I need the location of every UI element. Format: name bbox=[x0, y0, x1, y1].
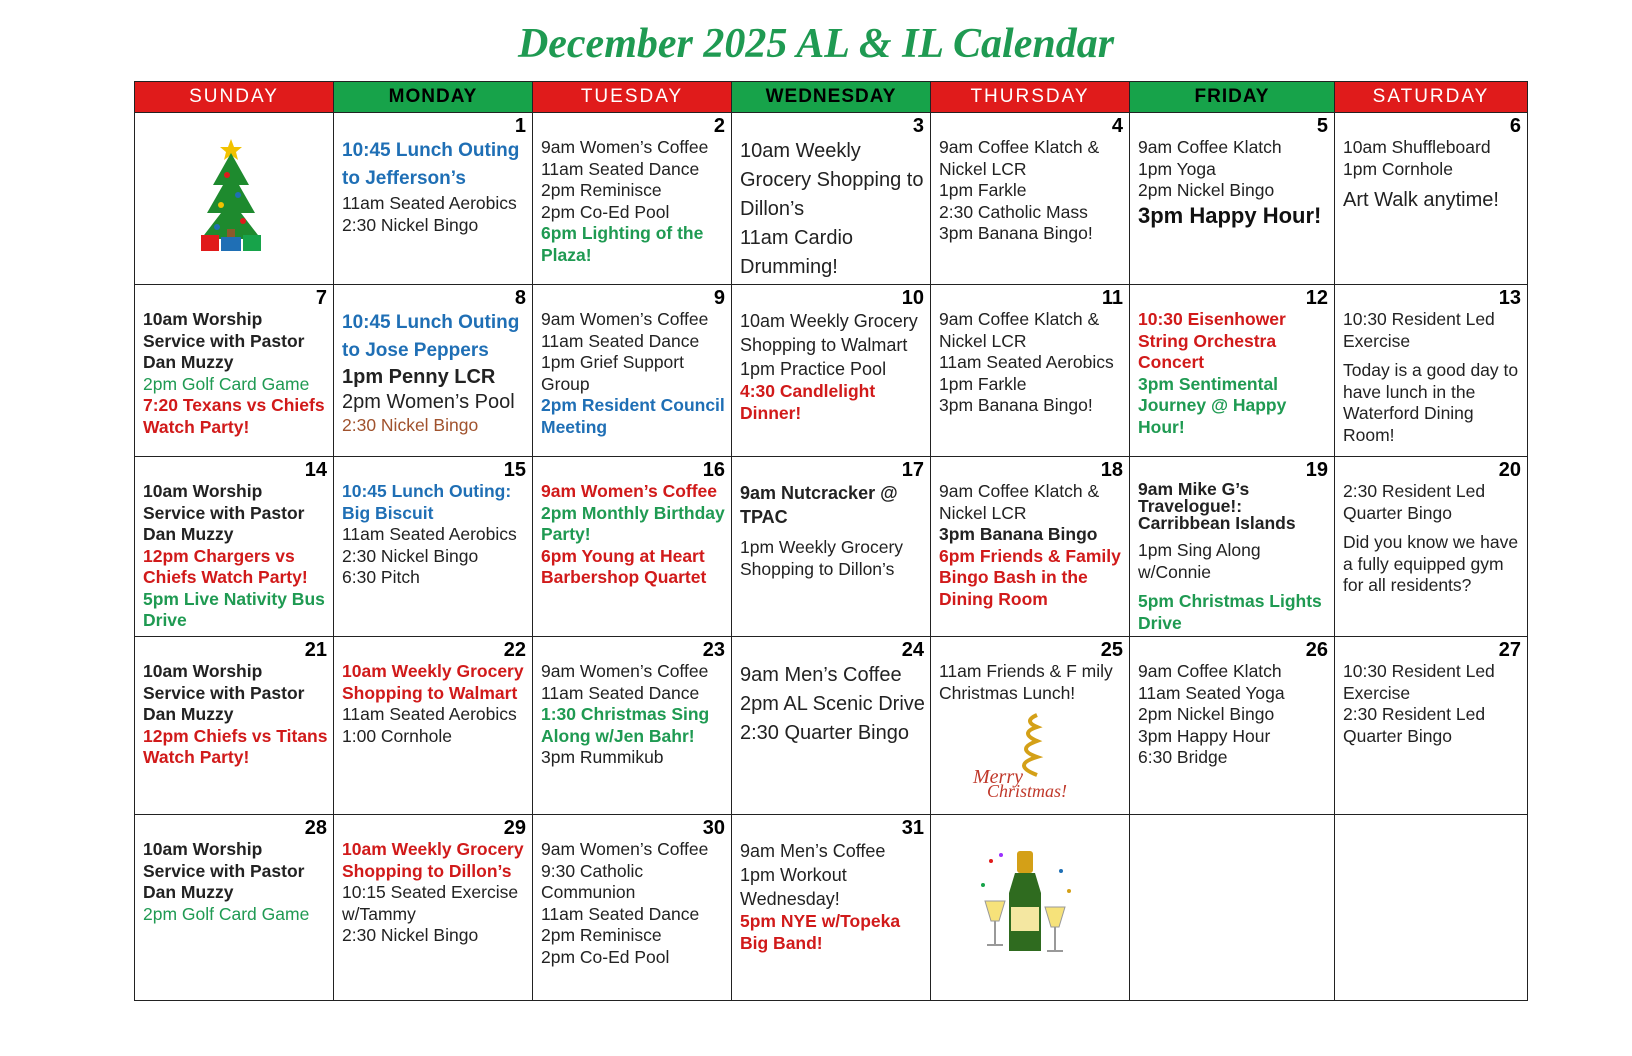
event-item: 2:30 Catholic Mass bbox=[939, 201, 1088, 222]
event-list bbox=[1130, 815, 1334, 841]
event-item: 1pm Penny LCR bbox=[342, 366, 496, 388]
event-item: 2pm Reminisce bbox=[541, 925, 662, 945]
event-item: 7:20 Texans vs Chiefs Watch Party! bbox=[143, 395, 325, 437]
event-list bbox=[931, 815, 1129, 841]
day-cell bbox=[732, 815, 931, 1001]
event-list bbox=[334, 457, 532, 591]
event-item: 5pm Live Nativity Bus Drive bbox=[143, 588, 325, 630]
event-list bbox=[533, 637, 731, 771]
svg-text:Christmas!: Christmas! bbox=[987, 781, 1067, 799]
day-cell bbox=[533, 285, 732, 457]
day-number: 14 bbox=[304, 459, 327, 481]
event-item: 9am Women’s Coffee bbox=[541, 309, 709, 329]
event-item: 11am Seated Dance bbox=[541, 158, 700, 179]
event-item: 2pm Golf Card Game bbox=[143, 373, 310, 394]
day-number: 1 bbox=[514, 115, 526, 137]
event-item: 1pm Weekly Grocery Shopping to Dillon’s bbox=[740, 537, 904, 579]
event-item: 2pm Co-Ed Pool bbox=[541, 946, 670, 967]
day-cell bbox=[334, 637, 533, 815]
event-item: 11am Seated Aerobics bbox=[342, 704, 517, 724]
event-item: 2:30 Resident Led Quarter Bingo bbox=[1343, 704, 1486, 746]
header-tuesday: TUESDAY bbox=[533, 82, 732, 113]
event-item: 9am Nutcracker @ TPAC bbox=[740, 483, 898, 527]
event-item: 9am Women’s Coffee bbox=[541, 661, 709, 681]
day-cell bbox=[1130, 285, 1335, 457]
event-item: 9am Coffee Klatch & Nickel LCR bbox=[939, 137, 1100, 179]
event-item: 1pm Practice Pool bbox=[740, 359, 887, 379]
event-item: 3pm Rummikub bbox=[541, 747, 664, 767]
event-item: 1pm Workout Wednesday! bbox=[740, 865, 847, 909]
day-cell bbox=[533, 637, 732, 815]
day-cell bbox=[931, 285, 1130, 457]
day-number: 29 bbox=[503, 817, 526, 839]
header-monday: MONDAY bbox=[334, 82, 533, 113]
event-item: 10am Worship Service with Pastor Dan Muzzy bbox=[143, 309, 305, 372]
event-item: 2pm Reminisce bbox=[541, 180, 662, 200]
event-item: 12pm Chiefs vs Titans Watch Party! bbox=[143, 725, 328, 767]
day-number: 25 bbox=[1100, 639, 1123, 661]
weekday-header-row bbox=[135, 82, 1528, 113]
event-list bbox=[1130, 113, 1334, 231]
event-item: 9am Coffee Klatch & Nickel LCR bbox=[939, 309, 1100, 351]
event-item: 2pm Co-Ed Pool bbox=[541, 201, 670, 222]
day-cell bbox=[931, 637, 1130, 815]
day-number: 10 bbox=[901, 287, 924, 309]
event-item: 3pm Banana Bingo bbox=[939, 524, 1098, 544]
week-row bbox=[135, 815, 1528, 1001]
week-row bbox=[135, 285, 1528, 457]
event-item: 1:30 Christmas Sing Along w/Jen Bahr! bbox=[541, 704, 710, 746]
event-list bbox=[334, 113, 532, 238]
event-list bbox=[1335, 113, 1527, 215]
day-number: 7 bbox=[315, 287, 327, 309]
event-list bbox=[931, 637, 1129, 706]
day-number: 24 bbox=[901, 639, 924, 661]
christmas-tree-icon bbox=[191, 135, 271, 260]
day-number: 2 bbox=[713, 115, 725, 137]
event-item: 12pm Chargers vs Chiefs Watch Party! bbox=[143, 545, 308, 587]
event-list bbox=[732, 457, 930, 582]
day-cell bbox=[732, 457, 931, 637]
event-item: 1pm Farkle bbox=[939, 373, 1027, 394]
day-cell bbox=[1335, 815, 1528, 1001]
day-cell bbox=[1130, 637, 1335, 815]
event-item: 5pm Christmas Lights Drive bbox=[1138, 591, 1322, 633]
event-item: 9am Coffee Klatch bbox=[1138, 661, 1282, 681]
day-number: 11 bbox=[1101, 287, 1123, 309]
day-cell bbox=[1130, 113, 1335, 285]
event-list bbox=[533, 285, 731, 440]
event-list bbox=[533, 113, 731, 268]
day-cell bbox=[1335, 637, 1528, 815]
day-cell bbox=[533, 113, 732, 285]
event-item: 9am Women’s Coffee bbox=[541, 839, 709, 859]
day-number: 23 bbox=[702, 639, 725, 661]
event-item: 5pm NYE w/Topeka Big Band! bbox=[740, 911, 901, 953]
header-friday: FRIDAY bbox=[1130, 82, 1335, 113]
event-item: 10am Worship Service with Pastor Dan Muzzy bbox=[143, 481, 305, 544]
event-list bbox=[135, 285, 333, 440]
event-item: 10am Weekly Grocery Shopping to Dillon’s bbox=[342, 839, 524, 881]
event-item: 9am Men’s Coffee bbox=[740, 841, 886, 861]
event-item: 2pm Golf Card Game bbox=[143, 903, 310, 924]
event-item: 6:30 Pitch bbox=[342, 567, 420, 587]
event-item: 9am Coffee Klatch bbox=[1138, 137, 1282, 157]
event-item: 4:30 Candlelight Dinner! bbox=[740, 381, 876, 423]
day-number: 3 bbox=[912, 115, 924, 137]
event-item: 1pm Cornhole bbox=[1343, 158, 1453, 179]
event-list bbox=[135, 457, 333, 634]
event-item: 3pm Happy Hour! bbox=[1138, 202, 1322, 228]
day-cell bbox=[1335, 113, 1528, 285]
week-row bbox=[135, 113, 1528, 285]
day-cell bbox=[135, 815, 334, 1001]
event-item: 11am Seated Aerobics bbox=[342, 524, 517, 544]
day-number: 8 bbox=[514, 287, 526, 309]
event-item: 10am Worship Service with Pastor Dan Muzzy bbox=[143, 661, 305, 724]
event-item: 6pm Friends & Family Bingo Bash in the Dining Room bbox=[939, 545, 1121, 609]
day-cell bbox=[135, 113, 334, 285]
event-item: 1pm Yoga bbox=[1138, 158, 1216, 179]
day-number: 9 bbox=[713, 287, 725, 309]
event-item: 9am Women’s Coffee bbox=[541, 481, 718, 501]
day-number: 31 bbox=[901, 817, 924, 839]
day-number: 4 bbox=[1111, 115, 1123, 137]
day-number: 13 bbox=[1498, 287, 1521, 309]
event-list bbox=[334, 285, 532, 439]
day-number: 6 bbox=[1509, 115, 1521, 137]
day-cell bbox=[1130, 815, 1335, 1001]
day-cell bbox=[1130, 457, 1335, 637]
event-list bbox=[931, 113, 1129, 247]
day-number: 5 bbox=[1316, 115, 1328, 137]
day-number: 12 bbox=[1305, 287, 1328, 309]
event-item: 2pm Women’s Pool bbox=[342, 391, 515, 413]
event-item: 3pm Banana Bingo! bbox=[939, 223, 1093, 243]
event-list bbox=[533, 457, 731, 591]
day-number: 22 bbox=[503, 639, 526, 661]
event-list bbox=[931, 285, 1129, 419]
event-item: 2pm Nickel Bingo bbox=[1138, 180, 1275, 200]
header-saturday: SATURDAY bbox=[1335, 82, 1528, 113]
day-cell bbox=[732, 113, 931, 285]
event-item: 10am Worship Service with Pastor Dan Muzzy bbox=[143, 839, 305, 902]
event-item: 2:30 Nickel Bingo bbox=[342, 214, 479, 235]
event-item: 11am Seated Dance bbox=[541, 330, 700, 351]
event-item: 2:30 Resident Led Quarter Bingo bbox=[1343, 481, 1486, 523]
event-list bbox=[732, 285, 930, 426]
day-number: 19 bbox=[1305, 459, 1328, 481]
day-cell bbox=[135, 637, 334, 815]
event-item: 9am Men’s Coffee bbox=[740, 664, 902, 686]
event-list bbox=[1130, 285, 1334, 440]
calendar-grid bbox=[134, 81, 1528, 1001]
event-item: 10:15 Seated Exercise w/Tammy bbox=[342, 882, 519, 924]
event-item: 10am Weekly Grocery Shopping to Walmart bbox=[740, 311, 918, 355]
event-item: 10am Weekly Grocery Shopping to Walmart bbox=[342, 661, 524, 703]
day-number: 15 bbox=[503, 459, 526, 481]
event-list bbox=[732, 113, 930, 284]
event-item: 11am Friends & F mily Christmas Lunch! bbox=[939, 661, 1113, 703]
event-item: Did you know we have a fully equipped gym for all residents? bbox=[1343, 532, 1519, 595]
event-item: 10:30 Resident Led Exercise bbox=[1343, 661, 1495, 703]
event-item: Today is a good day to have lunch in the Waterford Dining Room! bbox=[1343, 360, 1519, 445]
event-item: 9am Coffee Klatch & Nickel LCR bbox=[939, 481, 1100, 523]
event-item: 2:30 Nickel Bingo bbox=[342, 415, 479, 435]
event-item: 1pm Grief Support Group bbox=[541, 352, 684, 394]
event-item: 1:00 Cornhole bbox=[342, 725, 452, 746]
event-item: 2:30 Nickel Bingo bbox=[342, 925, 479, 945]
event-item: 10am Weekly Grocery Shopping to Dillon’s bbox=[740, 140, 924, 220]
week-row bbox=[135, 637, 1528, 815]
event-item: 2pm AL Scenic Drive bbox=[740, 693, 925, 715]
day-number: 30 bbox=[702, 817, 725, 839]
event-item: 11am Cardio Drumming! bbox=[740, 227, 854, 278]
event-list bbox=[533, 815, 731, 970]
event-item: 3pm Happy Hour bbox=[1138, 725, 1271, 746]
event-item: 2:30 Quarter Bingo bbox=[740, 722, 909, 744]
event-item: 6:30 Bridge bbox=[1138, 747, 1228, 767]
event-list bbox=[135, 637, 333, 771]
event-item: 1pm Farkle bbox=[939, 180, 1027, 200]
event-item: 2:30 Nickel Bingo bbox=[342, 545, 479, 566]
event-item: 10:45 Lunch Outing: Big Biscuit bbox=[342, 481, 512, 523]
day-cell bbox=[1335, 285, 1528, 457]
event-item: 11am Seated Dance bbox=[541, 903, 700, 924]
event-item: 9am Mike G’s Travelogue!: Carribbean Islands bbox=[1138, 479, 1296, 533]
day-number: 28 bbox=[304, 817, 327, 839]
event-list bbox=[334, 637, 532, 749]
event-item: 2pm Monthly Birthday Party! bbox=[541, 502, 725, 544]
event-item: 11am Seated Dance bbox=[541, 682, 700, 703]
day-number: 17 bbox=[901, 459, 924, 481]
day-number: 21 bbox=[304, 639, 327, 661]
event-list bbox=[931, 457, 1129, 612]
day-cell bbox=[135, 457, 334, 637]
event-list bbox=[135, 815, 333, 927]
day-cell bbox=[135, 285, 334, 457]
event-item: 2pm Nickel Bingo bbox=[1138, 704, 1275, 724]
header-sunday: SUNDAY bbox=[135, 82, 334, 113]
header-wednesday: WEDNESDAY bbox=[732, 82, 931, 113]
day-cell bbox=[334, 815, 533, 1001]
day-cell bbox=[1335, 457, 1528, 637]
day-cell bbox=[931, 113, 1130, 285]
day-cell bbox=[931, 815, 1130, 1001]
day-cell bbox=[533, 815, 732, 1001]
event-list bbox=[1130, 457, 1334, 636]
event-item: 2pm Resident Council Meeting bbox=[541, 395, 725, 437]
day-number: 27 bbox=[1498, 639, 1521, 661]
day-cell bbox=[334, 113, 533, 285]
day-cell bbox=[931, 457, 1130, 637]
day-cell bbox=[732, 637, 931, 815]
day-number: 16 bbox=[702, 459, 725, 481]
event-item: 9am Women’s Coffee bbox=[541, 137, 709, 157]
champagne-icon bbox=[971, 841, 1081, 966]
day-cell bbox=[334, 285, 533, 457]
event-item: 10:45 Lunch Outing to Jose Peppers bbox=[342, 312, 520, 361]
event-item: 1pm Sing Along w/Connie bbox=[1138, 540, 1261, 582]
event-item: 10:45 Lunch Outing to Jefferson’s bbox=[342, 140, 520, 189]
event-item: Art Walk anytime! bbox=[1343, 189, 1499, 211]
event-list bbox=[334, 815, 532, 949]
event-item: 6pm Young at Heart Barbershop Quartet bbox=[541, 545, 707, 587]
event-item: 11am Seated Aerobics bbox=[342, 193, 517, 213]
event-list bbox=[732, 815, 930, 956]
day-number: 20 bbox=[1498, 459, 1521, 481]
event-item: 10:30 Eisenhower String Orchestra Concert bbox=[1138, 309, 1286, 372]
event-list bbox=[732, 637, 930, 750]
event-item: 3pm Sentimental Journey @ Happy Hour! bbox=[1138, 373, 1287, 437]
event-item: 9:30 Catholic Communion bbox=[541, 860, 644, 902]
event-item: 10:30 Resident Led Exercise bbox=[1343, 309, 1495, 351]
event-item: 11am Seated Aerobics bbox=[939, 352, 1114, 372]
event-item: 11am Seated Yoga bbox=[1138, 682, 1285, 703]
merry-christmas-icon bbox=[967, 709, 1067, 804]
svg-text:Merry: Merry bbox=[973, 766, 1023, 788]
day-number: 18 bbox=[1100, 459, 1123, 481]
day-cell bbox=[533, 457, 732, 637]
day-number: 26 bbox=[1305, 639, 1328, 661]
header-thursday: THURSDAY bbox=[931, 82, 1130, 113]
event-list bbox=[1335, 815, 1527, 841]
week-row bbox=[135, 457, 1528, 637]
day-cell bbox=[732, 285, 931, 457]
day-cell bbox=[334, 457, 533, 637]
page-title: December 2025 AL & IL Calendar bbox=[517, 21, 1115, 67]
event-item: 6pm Lighting of the Plaza! bbox=[541, 223, 704, 265]
event-item: 3pm Banana Bingo! bbox=[939, 395, 1093, 415]
event-item: 10am Shuffleboard bbox=[1343, 137, 1491, 157]
event-list bbox=[1130, 637, 1334, 771]
